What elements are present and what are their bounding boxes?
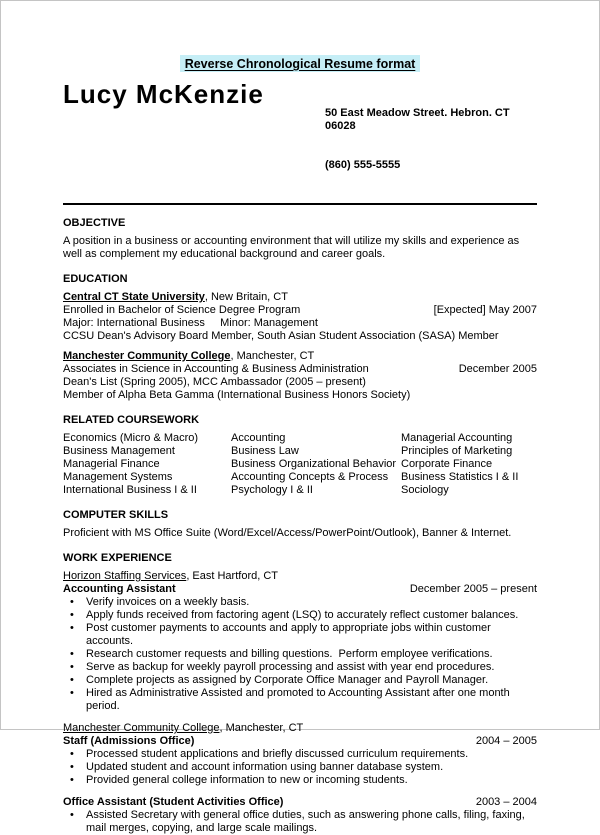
school-detail-row <box>63 363 537 376</box>
bullet-text: Assisted Secretary with general office duties, such as answering phone calls, filing, faxing, mail merges, copying, and large scale mailings. <box>86 809 528 834</box>
school-line <box>63 291 537 304</box>
bullet-list <box>63 748 537 787</box>
course-item: International Business I & II <box>63 484 197 496</box>
course-item: Business Management <box>63 445 175 457</box>
detail-text: Member of Alpha Beta Gamma (International Business Honors Society) <box>63 389 411 401</box>
course-item: Principles of Marketing <box>401 445 513 457</box>
job-entry <box>63 570 537 713</box>
position-title: Staff (Admissions Office) <box>63 735 195 747</box>
bullet-icon: • <box>70 761 74 773</box>
position-title-row <box>63 796 537 809</box>
position-dates: 2003 – 2004 <box>475 796 537 808</box>
school-details <box>63 363 537 402</box>
computer-skills-text: Proficient with MS Office Suite (Word/Excel/Access/PowerPoint/Outlook), Banner & Internet. <box>63 527 512 539</box>
detail-date <box>529 389 537 402</box>
position-entry <box>63 796 537 835</box>
bullet-item <box>63 596 537 609</box>
position-dates: December 2005 – present <box>409 583 537 595</box>
bullet-text: Updated student and account information using banner database system. <box>86 761 444 773</box>
header-divider <box>63 203 537 205</box>
bullet-text: Verify invoices on a weekly basis. <box>86 596 250 608</box>
course-item: Accounting <box>231 432 286 444</box>
bullet-text: Apply funds received from factoring agent (LSQ) to accurately reflect customer balances. <box>86 609 519 621</box>
school-line <box>63 350 537 363</box>
course-item: Managerial Finance <box>63 458 160 470</box>
course-item: Managerial Accounting <box>401 432 513 444</box>
school-detail-row <box>63 304 537 317</box>
contact-info <box>325 81 537 198</box>
course-item: Psychology I & II <box>231 484 313 496</box>
bullet-icon: • <box>70 809 74 821</box>
position-title-row <box>63 735 537 748</box>
bullet-item <box>63 774 537 787</box>
objective-text: A position in a business or accounting environment that will utilize my skills and experience as well as complement my educational background and career goals. <box>63 235 523 260</box>
course-item: Corporate Finance <box>401 458 493 470</box>
course-item: Accounting Concepts & Process <box>231 471 389 483</box>
bullet-text: Processed student applications and briefly discussed curriculum requirements. <box>86 748 469 760</box>
detail-date: December 2005 <box>458 363 537 375</box>
school-detail-row <box>63 330 537 343</box>
computer-skills-heading: COMPUTER SKILLS <box>63 509 169 521</box>
position-entry <box>63 735 537 787</box>
employer-line <box>63 722 537 735</box>
position-list <box>63 735 537 835</box>
resume-format-banner: Reverse Chronological Resume format <box>180 55 421 72</box>
bullet-icon: • <box>70 609 74 621</box>
bullet-icon: • <box>70 774 74 786</box>
education-list <box>63 291 537 402</box>
position-list <box>63 583 537 713</box>
address-line: 50 East Meadow Street. Hebron. CT 06028 <box>325 107 516 132</box>
job-list <box>63 570 537 835</box>
employer-name: Horizon Staffing Services <box>63 570 187 582</box>
school-details <box>63 304 537 343</box>
detail-date <box>529 317 537 330</box>
school-name: Central CT State University <box>63 291 205 303</box>
bullet-icon: • <box>70 648 74 660</box>
coursework-heading: RELATED COURSEWORK <box>63 414 200 426</box>
bullet-item <box>63 748 537 761</box>
course-item: Business Law <box>231 445 299 457</box>
course-item: Economics (Micro & Macro) <box>63 432 199 444</box>
employer-location: , Manchester, CT <box>219 722 304 734</box>
bullet-item <box>63 661 537 674</box>
detail-text: Enrolled in Bachelor of Science Degree Program <box>63 304 301 316</box>
coursework-grid <box>63 432 537 497</box>
school-name: Manchester Community College <box>63 350 231 362</box>
banner-container <box>63 55 537 73</box>
bullet-icon: • <box>70 661 74 673</box>
coursework-column-3 <box>401 432 537 497</box>
position-title-row <box>63 583 537 596</box>
bullet-text: Research customer requests and billing questions. Perform employee verifications. <box>86 648 493 660</box>
bullet-item <box>63 622 537 648</box>
detail-date <box>529 330 537 343</box>
position-title: Office Assistant (Student Activities Office) <box>63 796 284 808</box>
bullet-icon: • <box>70 748 74 760</box>
bullet-item <box>63 609 537 622</box>
employer-location: , East Hartford, CT <box>186 570 279 582</box>
detail-text: Dean's List (Spring 2005), MCC Ambassador (2005 – present) <box>63 376 366 388</box>
detail-date <box>529 376 537 389</box>
employer-line <box>63 570 537 583</box>
bullet-icon: • <box>70 687 74 699</box>
bullet-text: Complete projects as assigned by Corporate Office Manager and Payroll Manager. <box>86 674 489 686</box>
course-item: Business Statistics I & II <box>401 471 519 483</box>
bullet-list <box>63 596 537 713</box>
bullet-item <box>63 648 537 661</box>
work-experience-heading: WORK EXPERIENCE <box>63 552 172 564</box>
phone-number: (860) 555-5555 <box>325 159 401 171</box>
bullet-icon: • <box>70 674 74 686</box>
position-title: Accounting Assistant <box>63 583 176 595</box>
bullet-text: Serve as backup for weekly payroll processing and assist with year end procedures. <box>86 661 495 673</box>
school-location: , Manchester, CT <box>230 350 315 362</box>
bullet-text: Provided general college information to new or incoming students. <box>86 774 408 786</box>
candidate-name: Lucy McKenzie <box>63 79 264 109</box>
bullet-item <box>63 674 537 687</box>
course-item: Sociology <box>401 484 449 496</box>
course-item: Business Organizational Behavior <box>231 458 397 470</box>
school-detail-row <box>63 389 537 402</box>
employer-name: Manchester Community College <box>63 722 220 734</box>
course-item: Management Systems <box>63 471 173 483</box>
school-detail-row <box>63 317 537 330</box>
bullet-list <box>63 809 537 835</box>
objective-heading: OBJECTIVE <box>63 217 126 229</box>
position-dates: 2004 – 2005 <box>475 735 537 747</box>
bullet-text: Post customer payments to accounts and apply to appropriate jobs within customer accounts. <box>86 622 494 647</box>
detail-text: Major: International Business Minor: Management <box>63 317 318 329</box>
bullet-item <box>63 761 537 774</box>
header <box>63 81 537 198</box>
education-entry <box>63 291 537 343</box>
bullet-icon: • <box>70 596 74 608</box>
bullet-text: Hired as Administrative Assisted and promoted to Accounting Assistant after one month period. <box>86 687 513 712</box>
bullet-icon: • <box>70 622 74 634</box>
school-location: , New Britain, CT <box>204 291 288 303</box>
coursework-column-1 <box>63 432 231 497</box>
detail-date: [Expected] May 2007 <box>433 304 537 316</box>
school-detail-row <box>63 376 537 389</box>
detail-text: Associates in Science in Accounting & Business Administration <box>63 363 369 375</box>
job-entry <box>63 722 537 835</box>
coursework-column-2 <box>231 432 401 497</box>
education-entry <box>63 350 537 402</box>
education-heading: EDUCATION <box>63 273 128 285</box>
detail-text: CCSU Dean's Advisory Board Member, South Asian Student Association (SASA) Member <box>63 330 499 342</box>
bullet-item <box>63 809 537 835</box>
position-entry <box>63 583 537 713</box>
bullet-item <box>63 687 537 713</box>
